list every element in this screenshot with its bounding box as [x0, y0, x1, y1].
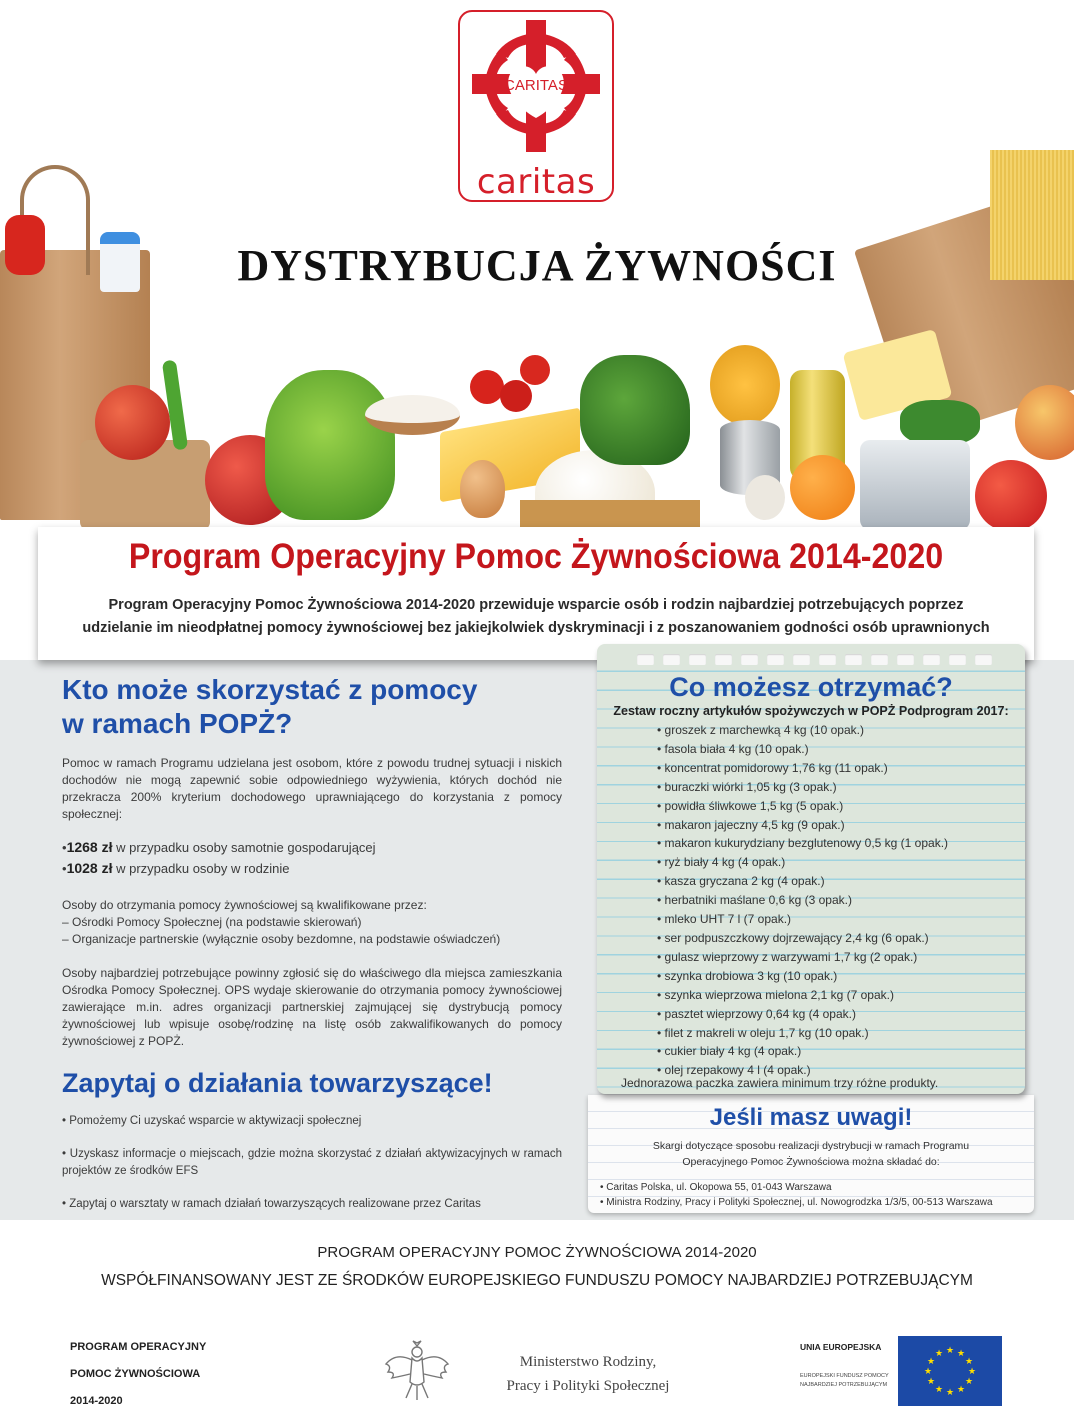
program-logo: [70, 1334, 206, 1410]
package-item: • powidła śliwkowe 1,5 kg (5 opak.): [657, 798, 844, 813]
procedure-text: Osoby najbardziej potrzebujące powinny zgłosić się do właściwego dla miejsca zamieszkania Ośrodka Pomocy Społecznej. OPS wydaje skierowanie do otrzymania pomocy żywnościowej zawierające m.in. adres organizacji partnerskiej zajmującej się dystrybucją pomocy żywnościowej lub wpisuje osobę/rodzinę na listę osób zakwalifikowanych do pomocy żywnościowej z POPŻ.: [62, 966, 562, 1048]
complaints-addresses: [600, 1180, 993, 1210]
svg-text:★: ★: [934, 1385, 944, 1395]
caritas-wordmark: caritas: [476, 162, 596, 202]
complaints-text-line: Skargi dotyczące sposobu realizacji dystrybucji w ramach Programu: [652, 1140, 970, 1152]
binding-hole-icon: [689, 654, 706, 665]
program-description: [38, 594, 1034, 640]
complaints-heading: Jeśli masz uwagi!: [709, 1104, 913, 1131]
eligibility-heading: [62, 673, 562, 741]
tomato-image: [470, 370, 504, 404]
cucumber-image: [900, 400, 980, 445]
polish-eagle-icon: [382, 1338, 452, 1404]
income-amount: 1028 zł: [66, 860, 113, 876]
package-item: • filet z makreli w oleju 1,7 kg (10 opak.): [657, 1025, 869, 1040]
binding-hole-icon: [819, 654, 836, 665]
tomato-image: [500, 380, 532, 412]
eu-flag-icon: [898, 1336, 1002, 1406]
svg-text:★: ★: [923, 1367, 933, 1377]
qualification-item: – Ośrodki Pomocy Społecznej (na podstawie skierowań): [62, 915, 362, 929]
package-item: • fasola biała 4 kg (10 opak.): [657, 741, 809, 756]
svg-text:★: ★: [956, 1349, 966, 1359]
funding-line: PROGRAM OPERACYJNY POMOC ŻYWNOŚCIOWA 2014-2020: [317, 1244, 757, 1261]
binding-hole-icon: [741, 654, 758, 665]
package-item: • mleko UHT 7 l (7 opak.): [657, 912, 792, 927]
food-package-card: [597, 644, 1025, 1094]
accompanying-item: • Uzyskasz informacje o miejscach, gdzie można skorzystać z działań aktywizacyjnych w ramach projektów ze środków EFS: [62, 1148, 562, 1177]
program-logo-line: PROGRAM OPERACYJNY: [70, 1341, 207, 1353]
ministry-logo: [382, 1338, 670, 1409]
package-item: • makaron jajeczny 4,5 kg (9 opak.): [657, 817, 845, 832]
qualification-intro: Osoby do otrzymania pomocy żywnościowej są kwalifikowane przez:: [62, 898, 427, 912]
svg-text:★: ★: [945, 1346, 955, 1356]
peach-image: [95, 385, 170, 460]
binding-hole-icon: [923, 654, 940, 665]
tomato-image: [520, 355, 550, 385]
binding-hole-icon: [975, 654, 992, 665]
funding-line: WSPÓŁFINANSOWANY JEST ZE ŚRODKÓW EUROPEJSKIEGO FUNDUSZU POMOCY NAJBARDZIEJ POTRZEBUJĄCYM: [101, 1272, 973, 1289]
package-item: • pasztet wieprzowy 0,64 kg (4 opak.): [657, 1006, 856, 1021]
income-amount: 1268 zł: [66, 839, 113, 855]
package-item: • makaron kukurydziany bezglutenowy 0,5 kg (1 opak.): [657, 836, 949, 851]
program-description-line: Program Operacyjny Pomoc Żywnościowa 2014-2020 przewiduje wsparcie osób i rodzin najbardziej potrzebujących poprzez: [108, 597, 964, 613]
program-description-line: udzielanie im nieodpłatnej pomocy żywnościowej bez jakiejkolwiek dyskryminacji i z poszanowaniem godności osób uprawnionych: [82, 620, 990, 636]
egg-image: [460, 460, 505, 518]
complaint-address: • Ministra Rodziny, Pracy i Polityki Społecznej, ul. Nowogrodzka 1/3/5, 00-513 Warszawa: [600, 1197, 993, 1208]
eu-fund-line: NAJBARDZIEJ POTRZEBUJĄCYM: [800, 1382, 888, 1388]
package-item: • cukier biały 4 kg (4 opak.): [657, 1044, 802, 1059]
tomato-right-image: [975, 460, 1047, 532]
package-subheading: Zestaw roczny artykułów spożywczych w POPŻ Podprogram 2017:: [613, 704, 1009, 718]
accompanying-item: • Pomożemy Ci uzyskać wsparcie w aktywizacji społecznej: [62, 1115, 362, 1127]
binding-hole-icon: [897, 654, 914, 665]
income-threshold-item: •1268 zł w przypadku osoby samotnie gospodarującej: [62, 839, 376, 855]
accompanying-list: [62, 1113, 562, 1213]
binding-hole-icon: [845, 654, 862, 665]
svg-text:★: ★: [926, 1357, 936, 1367]
package-footnote: Jednorazowa paczka zawiera minimum trzy różne produkty.: [621, 1076, 939, 1090]
income-description: w przypadku osoby samotnie gospodarującej: [112, 840, 376, 855]
package-item: • gulasz wieprzowy z warzywami 1,7 kg (2 opak.): [657, 949, 918, 964]
ministry-name-line: Ministerstwo Rodziny,: [519, 1354, 657, 1370]
package-item: • groszek z marchewką 4 kg (10 opak.): [657, 723, 864, 737]
complaints-text-line: Operacyjnego Pomoc Żywnościowa można składać do:: [682, 1156, 940, 1168]
spinach-image: [580, 355, 690, 465]
svg-text:★: ★: [945, 1388, 955, 1398]
svg-text:★: ★: [964, 1377, 974, 1387]
egg-tray-image: [860, 440, 970, 530]
binding-hole-icon: [871, 654, 888, 665]
package-item: • ser podpuszczkowy dojrzewający 2,4 kg (6 opak.): [657, 930, 929, 945]
binding-hole-icon: [715, 654, 732, 665]
apple-right-image: [1015, 385, 1074, 460]
income-thresholds: [62, 837, 562, 879]
binding-hole-icon: [767, 654, 784, 665]
package-item: • koncentrat pomidorowy 1,76 kg (11 opak.): [657, 760, 888, 775]
eligibility-section: [62, 673, 562, 1213]
program-logo-line: 2014-2020: [70, 1395, 123, 1407]
package-item: • szynka drobiowa 3 kg (10 opak.): [657, 968, 838, 983]
program-logo-line: POMOC ŻYWNOŚCIOWA: [70, 1368, 201, 1380]
svg-text:★: ★: [926, 1377, 936, 1387]
lettuce-image: [265, 370, 395, 520]
page-title: DYSTRYBUCJA ŻYWNOŚCI: [237, 241, 837, 290]
program-banner: [38, 527, 1034, 660]
accompanying-item: • Zapytaj o warsztaty w ramach działań towarzyszących realizowane przez Caritas: [62, 1198, 481, 1210]
notebook-binding-holes: [637, 654, 992, 665]
package-item: • olej rzepakowy 4 l (4 opak.): [657, 1063, 811, 1078]
eu-stars-icon: [898, 1336, 1002, 1406]
package-item: • kasza gryczana 2 kg (4 opak.): [657, 874, 825, 889]
binding-hole-icon: [637, 654, 654, 665]
caritas-logo: [458, 10, 614, 202]
eligibility-heading-line: Kto może skorzystać z pomocy: [62, 674, 478, 705]
eligibility-intro: Pomoc w ramach Programu udzielana jest osobom, które z powodu trudnej sytuacji i niskich dochodów nie mogą zapewnić sobie odpowiedniego wyżywienia, których dochód nie przekracza 200% kryterium dochodowego uprawniającego do korzystania z pomocy społecznej:: [62, 756, 562, 821]
income-description: w przypadku osoby w rodzinie: [112, 861, 290, 876]
complaint-address: • Caritas Polska, ul. Okopowa 55, 01-043 Warszawa: [600, 1182, 832, 1193]
svg-text:★: ★: [967, 1367, 977, 1377]
svg-text:★: ★: [964, 1357, 974, 1367]
package-items-list: [657, 721, 948, 1080]
income-threshold-item: •1028 zł w przypadku osoby w rodzinie: [62, 860, 290, 876]
package-item: • herbatniki maślane 0,6 kg (3 opak.): [657, 893, 852, 908]
qualification-item: – Organizacje partnerskie (wyłącznie osoby bezdomne, na podstawie oświadczeń): [62, 932, 501, 946]
binding-hole-icon: [793, 654, 810, 665]
eu-fund-line: EUROPEJSKI FUNDUSZ POMOCY: [800, 1373, 889, 1379]
svg-text:CARITAS: CARITAS: [504, 77, 568, 94]
pasta-nest-image: [710, 345, 780, 425]
cutting-board-image: [520, 500, 700, 530]
eu-logo-text: [800, 1342, 889, 1390]
garlic-image: [745, 475, 785, 520]
ministry-name-line: Pracy i Polityki Społecznej: [506, 1378, 670, 1394]
rice-bowl-image: [365, 395, 460, 435]
eu-fund-name: [800, 1372, 889, 1390]
complaints-text: [588, 1138, 1034, 1170]
package-item: • ryż biały 4 kg (4 opak.): [657, 855, 786, 870]
package-heading: Co możesz otrzymać?: [669, 672, 953, 702]
accompanying-heading: Zapytaj o działania towarzyszące!: [62, 1068, 493, 1098]
package-item: • buraczki wiórki 1,05 kg (3 opak.): [657, 779, 837, 794]
qualification-list: [62, 897, 562, 948]
hero-section: [0, 0, 1074, 540]
svg-text:★: ★: [956, 1385, 966, 1395]
eligibility-heading-line: w ramach POPŻ?: [62, 708, 293, 739]
binding-hole-icon: [949, 654, 966, 665]
binding-hole-icon: [663, 654, 680, 665]
eu-title: UNIA EUROPEJSKA: [800, 1342, 882, 1352]
orange-image: [790, 455, 855, 520]
program-title: Program Operacyjny Pomoc Żywnościowa 2014-2020: [128, 537, 944, 576]
caritas-cross-icon: [466, 16, 606, 156]
package-item: • szynka wieprzowa mielona 2,1 kg (7 opak.): [657, 987, 894, 1002]
svg-text:★: ★: [934, 1349, 944, 1359]
ministry-name: [478, 1350, 698, 1398]
